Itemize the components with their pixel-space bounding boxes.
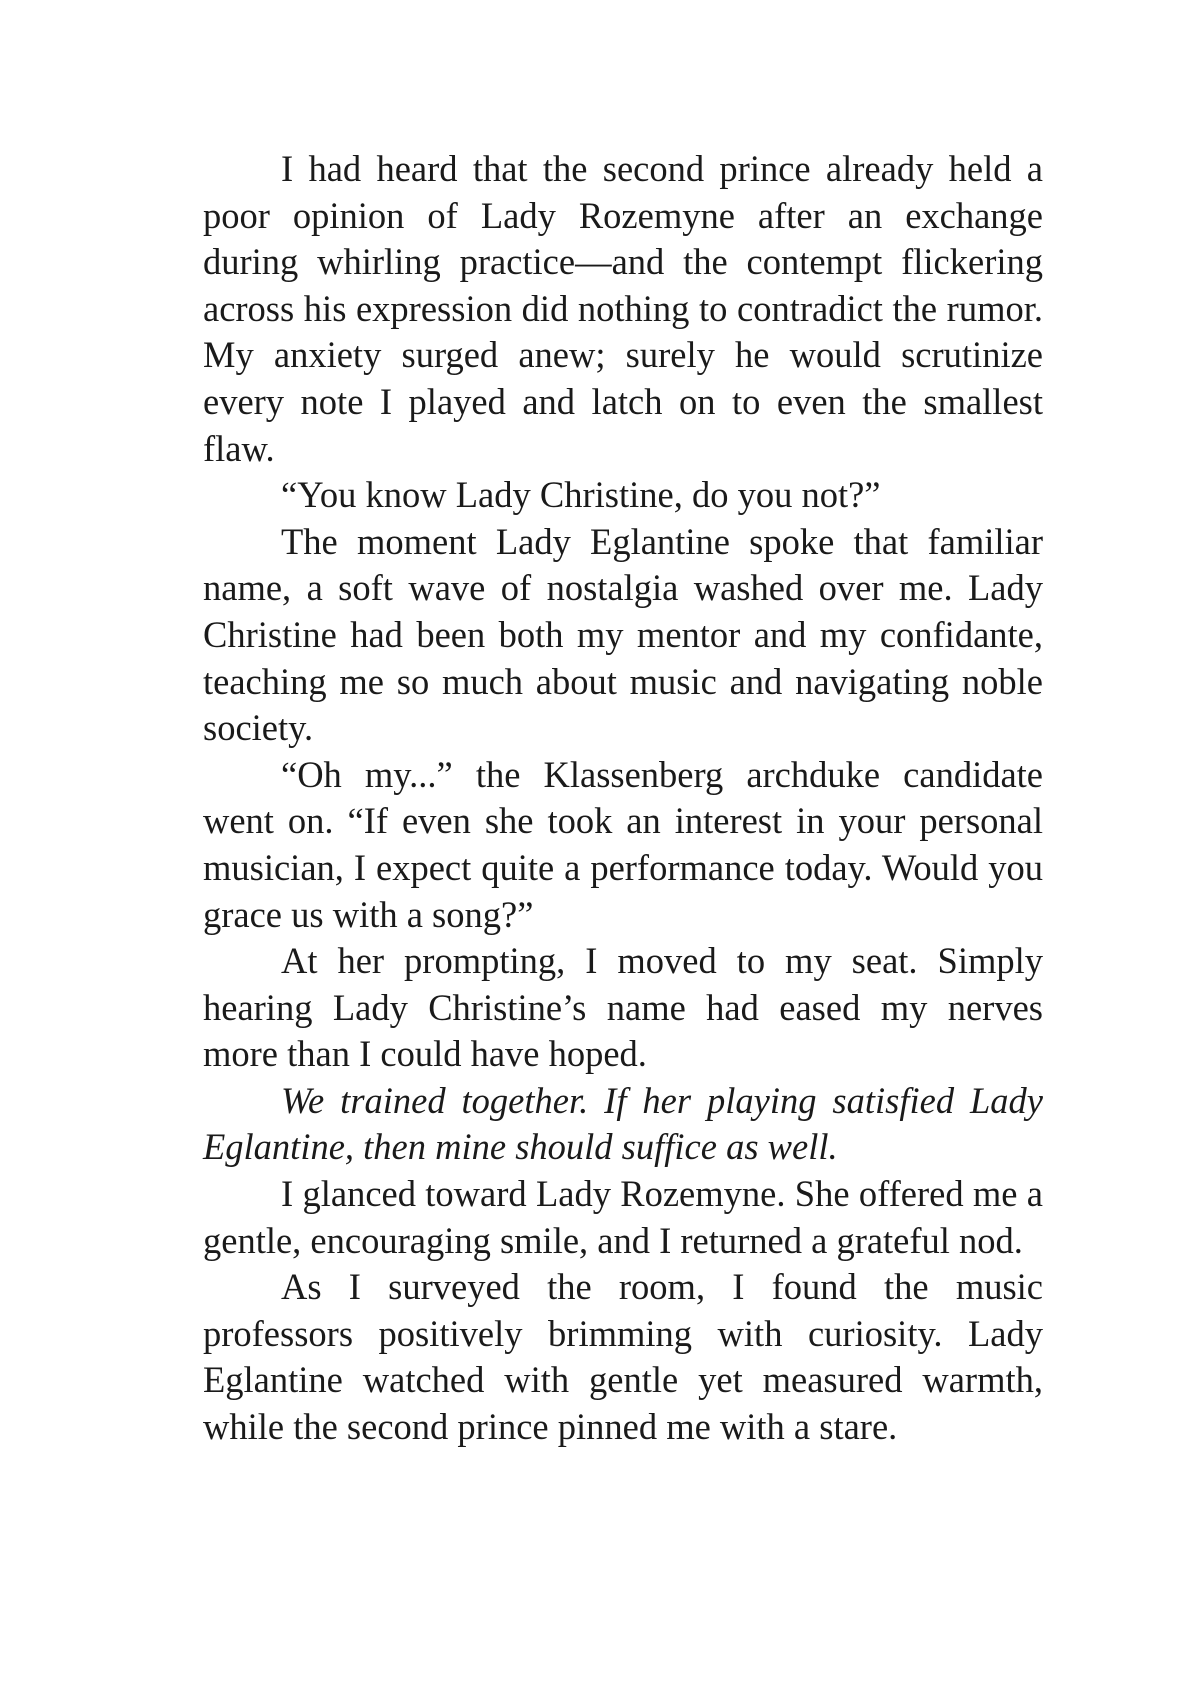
paragraph-1: I had heard that the second prince already held a poor opinion of Lady Rozemyne after an exchange during whirling practice—and the contempt flickering across his expression did nothing to contradict the rumor. My anxiety surged anew; surely he would scrutinize every note I played and latch on to even the smallest flaw. — [203, 148, 1043, 469]
paragraph-2: “You know Lady Christine, do you not?” — [281, 474, 881, 516]
page-body — [203, 146, 1043, 1451]
paragraph-5: At her prompting, I moved to my seat. Simply hearing Lady Christine’s name had eased my nerves more than I could have hoped. — [203, 940, 1043, 1075]
paragraph-8: As I surveyed the room, I found the music professors positively brimming with curiosity. Lady Eglantine watched with gentle yet measured warmth, while the second prince pinned me with a stare. — [203, 1266, 1043, 1448]
paragraph-7: I glanced toward Lady Rozemyne. She offered me a gentle, encouraging smile, and I returned a grateful nod. — [203, 1173, 1043, 1261]
paragraph-4: “Oh my...” the Klassenberg archduke candidate went on. “If even she took an interest in your personal musician, I expect quite a performance today. Would you grace us with a song?” — [203, 753, 1043, 935]
paragraph-6-italic-thought: We trained together. If her playing satisfied Lady Eglantine, then mine should suffice as well. — [203, 1079, 1043, 1168]
paragraph-3: The moment Lady Eglantine spoke that familiar name, a soft wave of nostalgia washed over me. Lady Christine had been both my mentor and my confidante, teaching me so much about music and navigating noble society. — [203, 520, 1043, 749]
